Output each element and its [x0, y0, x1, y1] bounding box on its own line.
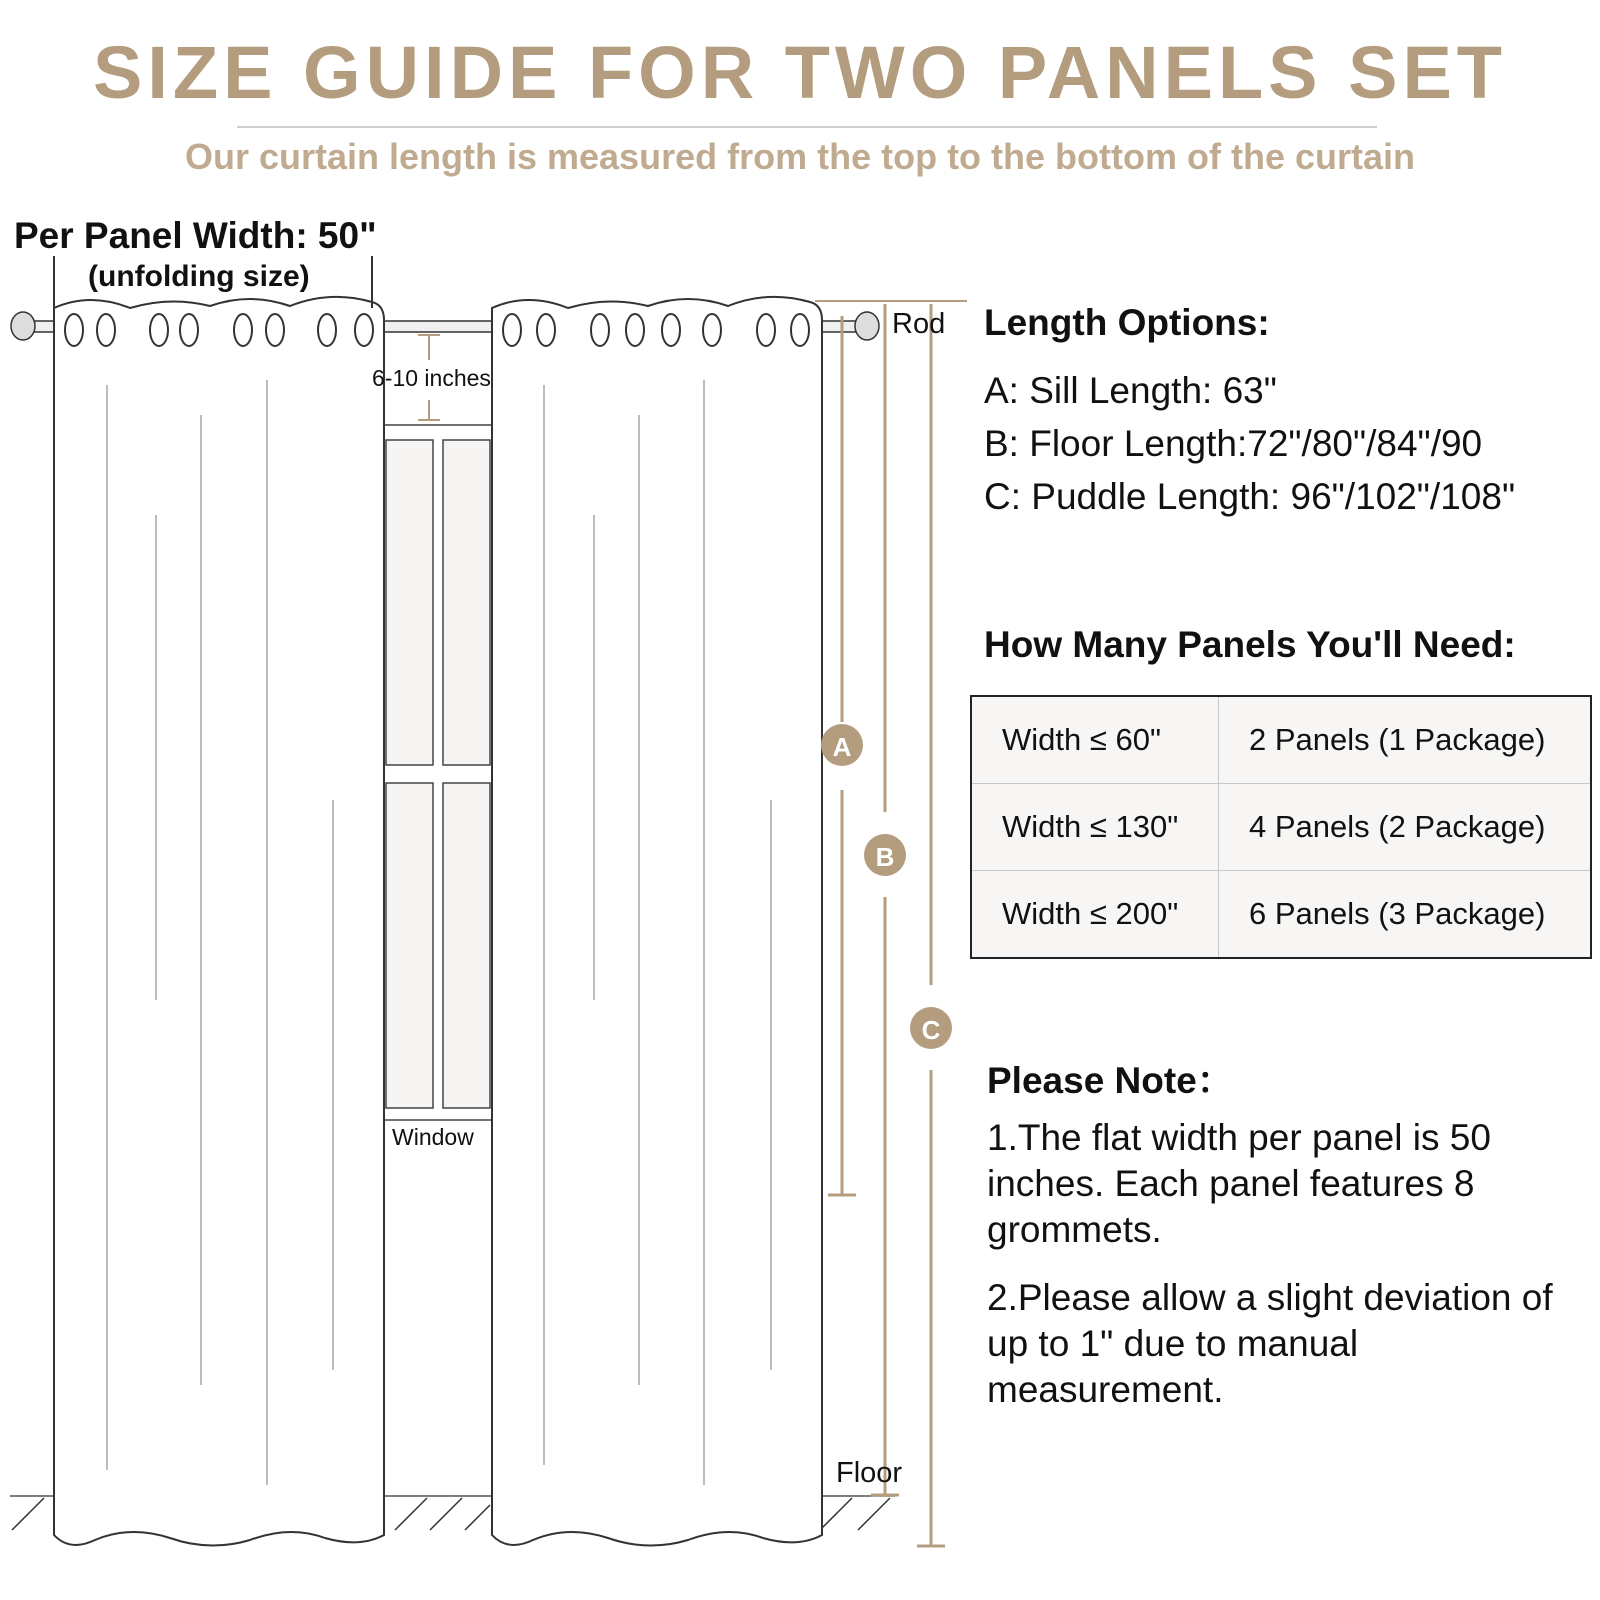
panels-table [970, 695, 1592, 959]
panels-cell: 4 Panels (2 Package) [1219, 784, 1592, 871]
width-sublabel: (unfolding size) [88, 260, 310, 293]
length-options-heading: Length Options: [984, 302, 1270, 343]
panels-cell: 6 Panels (3 Package) [1219, 871, 1592, 959]
marker-b [864, 834, 906, 876]
panels-needed-heading: How Many Panels You'll Need: [984, 624, 1516, 665]
width-cell: Width ≤ 60" [971, 696, 1219, 784]
length-option-c: C: Puddle Length: 96"/102"/108" [984, 476, 1516, 517]
window-label: Window [392, 1124, 474, 1150]
floor-label: Floor [836, 1457, 903, 1489]
note-item-1: 1.The flat width per panel is 50 inches. Each panel features 8 grommets. [987, 1117, 1491, 1250]
length-option-a: A: Sill Length: 63" [984, 370, 1277, 411]
page-title: SIZE GUIDE FOR TWO PANELS SET [92, 31, 1508, 114]
note-heading: Please Note： [987, 1060, 1234, 1101]
measure-lines [815, 301, 967, 1546]
table-row [971, 784, 1591, 871]
marker-a-label: A [832, 732, 852, 762]
right-curtain-panel [492, 297, 822, 1546]
length-option-b: B: Floor Length:72"/80"/84"/90 [984, 423, 1483, 464]
marker-a [821, 724, 863, 766]
table-row [971, 696, 1591, 784]
panels-cell: 2 Panels (1 Package) [1219, 696, 1592, 784]
gap-label: 6-10 inches [372, 365, 491, 391]
marker-b-label: B [875, 842, 895, 872]
width-label: Per Panel Width: 50" [14, 215, 377, 256]
table-row [971, 871, 1591, 959]
note-item-2: 2.Please allow a slight deviation of up to 1" due to manual measurement. [987, 1277, 1553, 1410]
width-cell: Width ≤ 200" [971, 871, 1219, 959]
page-subtitle: Our curtain length is measured from the top to the bottom of the curtain [184, 136, 1416, 177]
width-cell: Width ≤ 130" [971, 784, 1219, 871]
marker-c [910, 1007, 952, 1049]
marker-c-label: C [921, 1015, 941, 1045]
rod-label: Rod [892, 308, 946, 340]
left-curtain-panel [54, 297, 384, 1546]
window [384, 425, 492, 1120]
